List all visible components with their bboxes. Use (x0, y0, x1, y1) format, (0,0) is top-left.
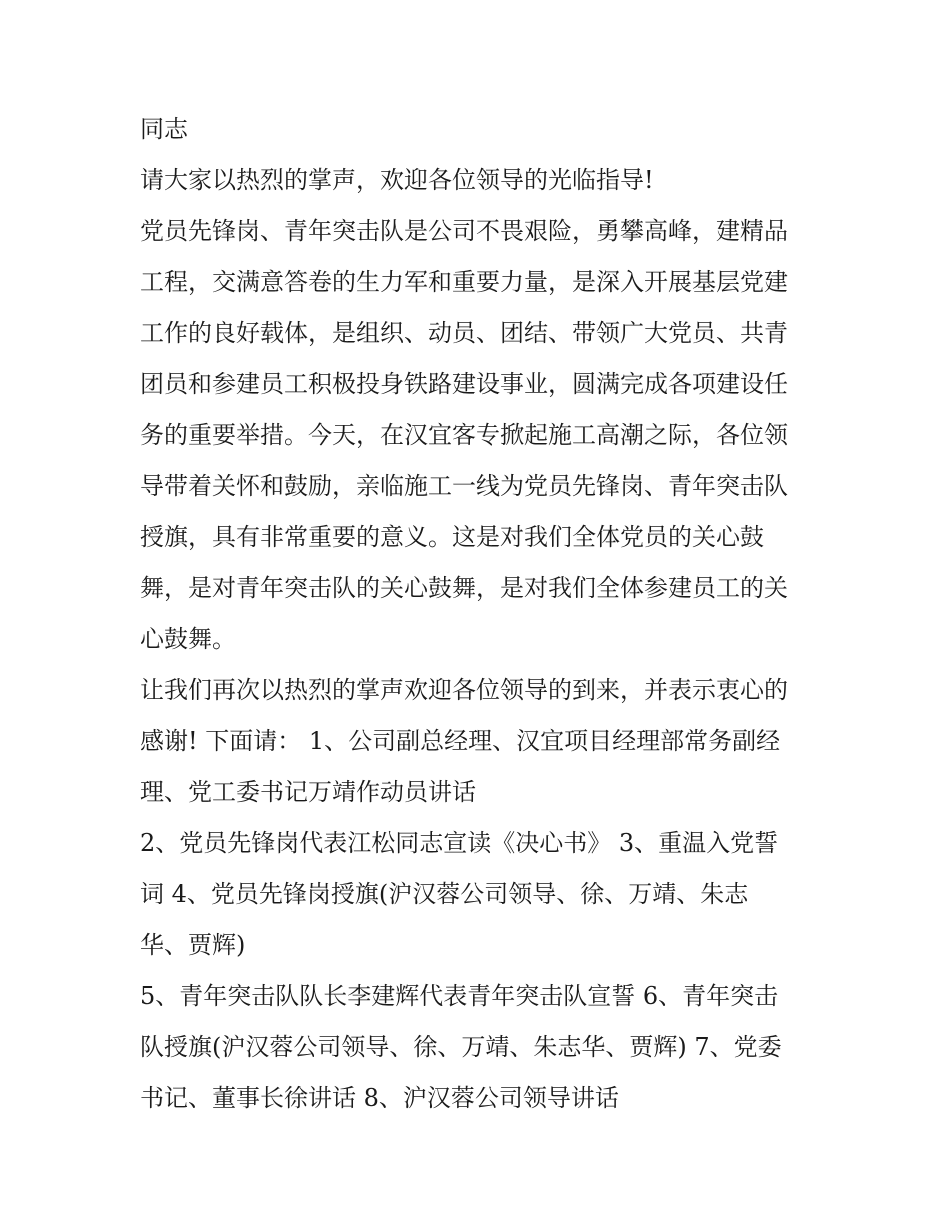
paragraph-welcome (140, 155, 820, 206)
text-line: 队授旗(沪汉蓉公司领导、徐、万靖、朱志华、贾辉) 7、党委 (140, 1033, 782, 1061)
paragraph-salutation (140, 104, 820, 155)
paragraph-significance (140, 206, 820, 665)
text-line: 务的重要举措。今天，在汉宜客专掀起施工高潮之际，各位领 (140, 421, 788, 449)
text-line: 5、青年突击队队长李建辉代表青年突击队宣誓 6、青年突击 (140, 982, 779, 1010)
text-line: 理、党工委书记万靖作动员讲话 (140, 778, 476, 806)
text-line: 舞，是对青年突击队的关心鼓舞，是对我们全体参建员工的关 (140, 574, 788, 602)
document-body (140, 104, 820, 1124)
text-line: 党员先锋岗、青年突击队是公司不畏艰险，勇攀高峰，建精品 (140, 217, 788, 245)
paragraph-agenda-items-5-8 (140, 971, 820, 1124)
paragraph-agenda-intro (140, 665, 820, 818)
text-line: 工作的良好载体，是组织、动员、团结、带领广大党员、共青 (140, 319, 788, 347)
text-line: 心鼓舞。 (140, 625, 236, 653)
text-line: 让我们再次以热烈的掌声欢迎各位领导的到来，并表示衷心的 (140, 676, 788, 704)
text-line: 2、党员先锋岗代表江松同志宣读《决心书》 3、重温入党誓 (140, 829, 779, 857)
text-line: 华、贾辉) (140, 931, 246, 959)
text-line: 授旗，具有非常重要的意义。这是对我们全体党员的关心鼓 (140, 523, 764, 551)
text-line: 感谢! 下面请： 1、公司副总经理、汉宜项目经理部常务副经 (140, 727, 781, 755)
text-line: 书记、董事长徐讲话 8、沪汉蓉公司领导讲话 (140, 1084, 619, 1112)
text-line: 导带着关怀和鼓励，亲临施工一线为党员先锋岗、青年突击队 (140, 472, 788, 500)
text-line: 同志 (140, 115, 188, 143)
text-line: 工程，交满意答卷的生力军和重要力量，是深入开展基层党建 (140, 268, 788, 296)
text-line: 团员和参建员工积极投身铁路建设事业，圆满完成各项建设任 (140, 370, 788, 398)
paragraph-agenda-items-2-4 (140, 818, 820, 971)
text-line: 请大家以热烈的掌声，欢迎各位领导的光临指导! (140, 166, 654, 194)
text-line: 词 4、党员先锋岗授旗(沪汉蓉公司领导、徐、万靖、朱志 (140, 880, 749, 908)
